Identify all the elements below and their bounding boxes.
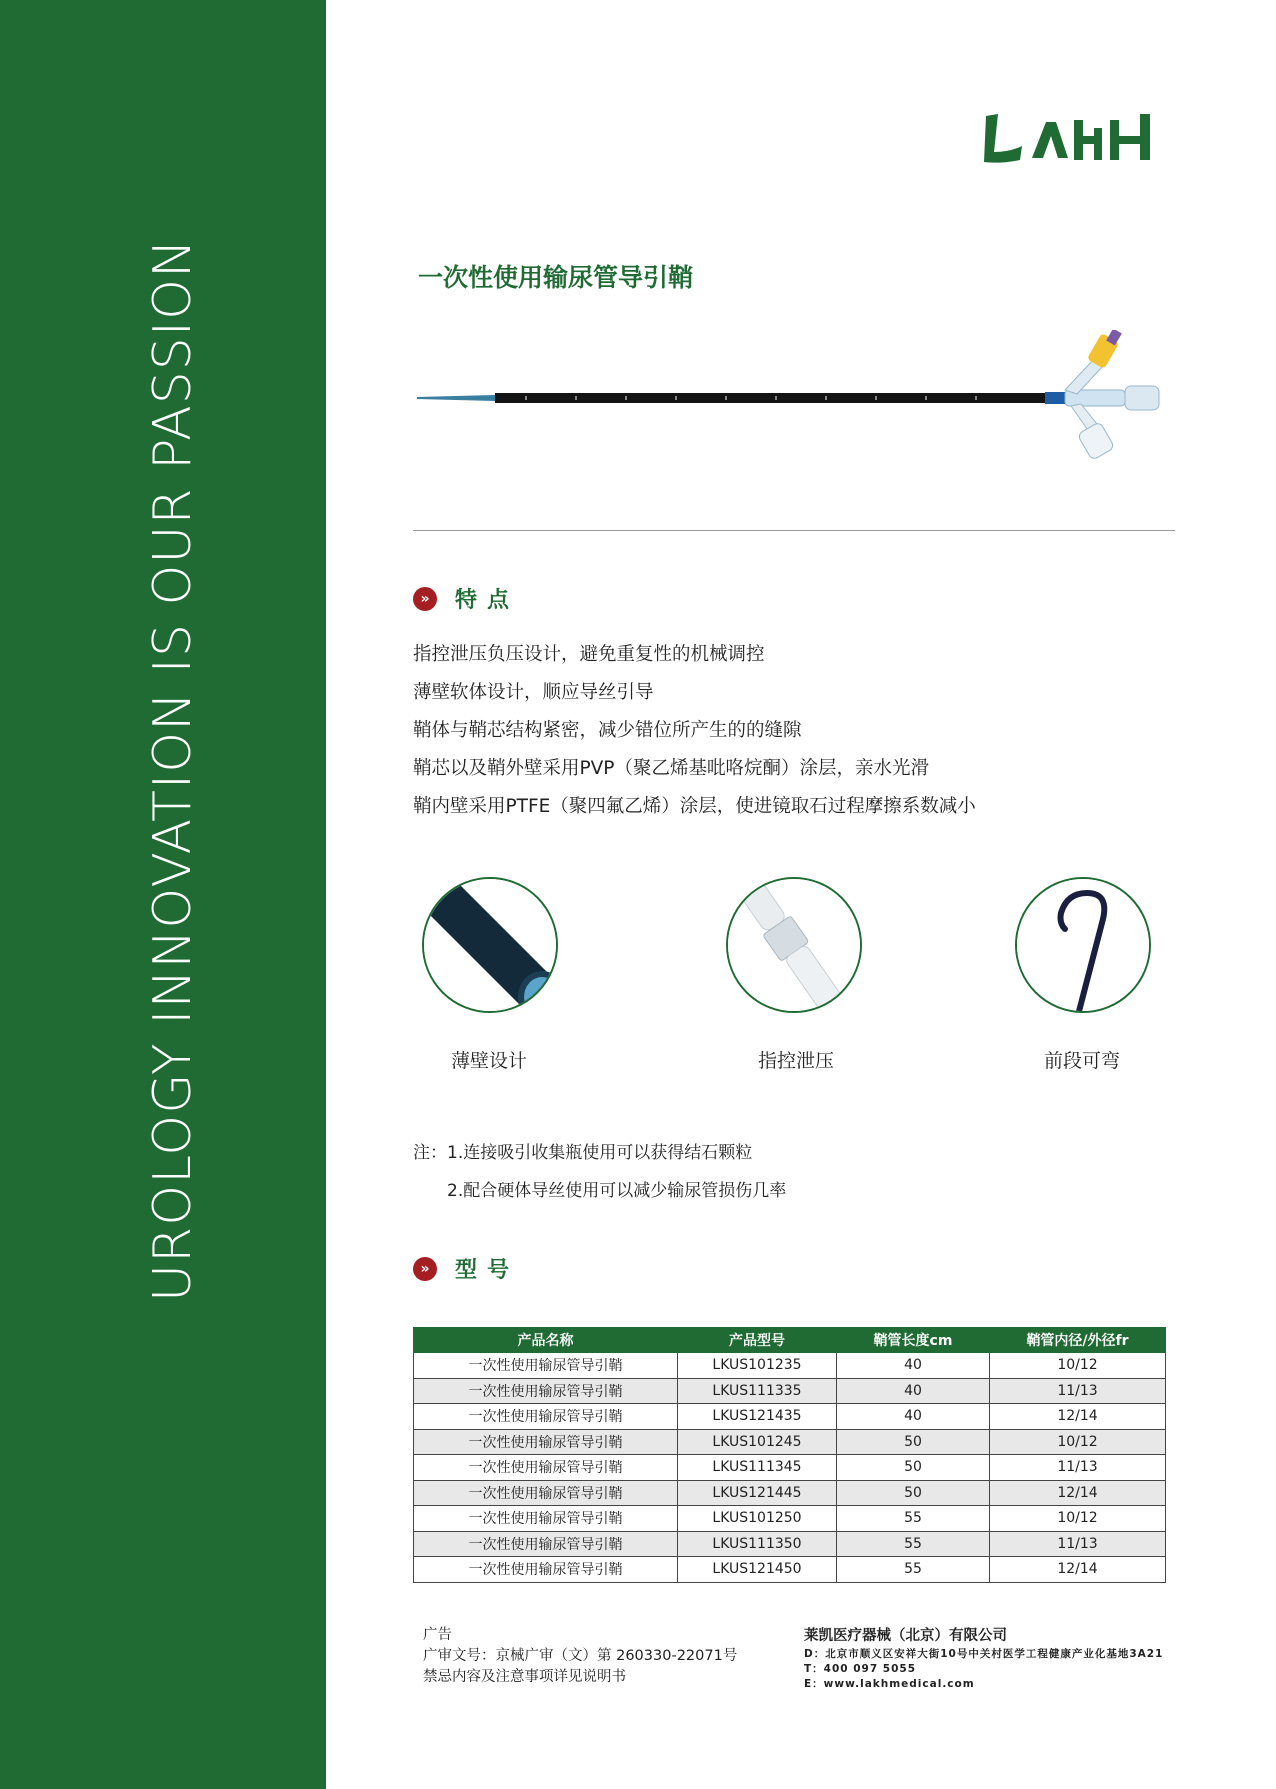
thin-wall-image [422, 877, 558, 1013]
company-info [804, 1625, 1163, 1692]
table-row [414, 1455, 1166, 1481]
sidebar-band [0, 0, 326, 1789]
table-cell: LKUS101245 [678, 1429, 837, 1455]
note-line-1 [413, 1138, 752, 1163]
column-header: 产品名称 [414, 1328, 678, 1353]
highlight-label: 前段可弯 [1043, 1050, 1120, 1072]
note-line-2: 2.配合硬体导丝使用可以减少输尿管损伤几率 [447, 1181, 787, 1201]
note-text: 1.连接吸引收集瓶使用可以获得结石颗粒 [447, 1143, 753, 1163]
company-website: E：www.lakhmedical.com [804, 1678, 975, 1690]
table-cell: 50 [837, 1480, 990, 1506]
table-cell: 一次性使用输尿管导引鞘 [414, 1404, 678, 1430]
table-cell: 50 [837, 1455, 990, 1481]
table-cell: LKUS101235 [678, 1353, 837, 1379]
models-heading [413, 1253, 519, 1284]
table-cell: 40 [837, 1353, 990, 1379]
table-cell: 一次性使用输尿管导引鞘 [414, 1429, 678, 1455]
features-heading [413, 583, 519, 614]
models-title: 型号 [455, 1258, 520, 1283]
table-cell: 55 [837, 1557, 990, 1583]
table-cell: 11/13 [990, 1378, 1166, 1404]
table-cell: 一次性使用输尿管导引鞘 [414, 1557, 678, 1583]
table-row [414, 1404, 1166, 1430]
product-title: 一次性使用输尿管导引鞘 [418, 263, 694, 292]
brand-logo [980, 108, 1160, 168]
table-row [414, 1531, 1166, 1557]
ad-approval-number: 广审文号：京械广审（文）第 260330-22071号 [423, 1648, 738, 1664]
highlight-label: 薄壁设计 [450, 1050, 527, 1072]
table-cell: 55 [837, 1506, 990, 1532]
table-cell: 一次性使用输尿管导引鞘 [414, 1506, 678, 1532]
table-cell: LKUS111345 [678, 1455, 837, 1481]
table-cell: LKUS101250 [678, 1506, 837, 1532]
table-cell: 10/12 [990, 1506, 1166, 1532]
table-cell: 10/12 [990, 1353, 1166, 1379]
feature-item: 鞘内壁采用PTFE（聚四氟乙烯）涂层，使进镜取石过程摩擦系数减小 [413, 796, 976, 817]
column-header: 鞘管长度cm [837, 1328, 990, 1353]
finger-vent-image [726, 877, 862, 1013]
feature-item: 薄壁软体设计，顺应导丝引导 [413, 682, 654, 703]
models-table [413, 1327, 1166, 1583]
ad-info [423, 1625, 737, 1688]
table-cell: 一次性使用输尿管导引鞘 [414, 1455, 678, 1481]
feature-item: 指控泄压负压设计，避免重复性的机械调控 [413, 644, 765, 665]
note-prefix: 注： [413, 1143, 447, 1163]
table-cell: 10/12 [990, 1429, 1166, 1455]
double-chevron-icon: » [413, 587, 437, 611]
table-cell: 一次性使用输尿管导引鞘 [414, 1531, 678, 1557]
company-address: D：北京市顺义区安祥大街10号中关村医学工程健康产业化基地3A21 [804, 1648, 1164, 1660]
table-row [414, 1353, 1166, 1379]
feature-item: 鞘芯以及鞘外壁采用PVP（聚乙烯基吡咯烷酮）涂层，亲水光滑 [413, 758, 929, 779]
feature-item: 鞘体与鞘芯结构紧密，减少错位所产生的的缝隙 [413, 720, 802, 741]
table-cell: 11/13 [990, 1531, 1166, 1557]
sidebar-slogan: UROLOGY INNOVATION IS OUR PASSION [143, 238, 203, 1302]
features-title: 特点 [455, 588, 520, 613]
table-cell: 40 [837, 1404, 990, 1430]
table-row [414, 1378, 1166, 1404]
double-chevron-icon: » [413, 1257, 437, 1281]
column-header: 鞘管内径/外径fr [990, 1328, 1166, 1353]
table-row [414, 1506, 1166, 1532]
table-header-row [414, 1328, 1166, 1353]
company-name: 莱凯医疗器械（北京）有限公司 [804, 1628, 1007, 1644]
table-cell: LKUS121435 [678, 1404, 837, 1430]
table-cell: 12/14 [990, 1404, 1166, 1430]
table-row [414, 1557, 1166, 1583]
table-cell: LKUS121445 [678, 1480, 837, 1506]
highlight-label: 指控泄压 [757, 1050, 834, 1072]
product-sheath-image [405, 330, 1185, 465]
table-cell: 一次性使用输尿管导引鞘 [414, 1480, 678, 1506]
table-cell: LKUS121450 [678, 1557, 837, 1583]
table-cell: 一次性使用输尿管导引鞘 [414, 1378, 678, 1404]
table-cell: 50 [837, 1429, 990, 1455]
features-list [413, 640, 976, 830]
table-row [414, 1480, 1166, 1506]
column-header: 产品型号 [678, 1328, 837, 1353]
ad-notice: 禁忌内容及注意事项详见说明书 [423, 1669, 626, 1685]
table-cell: 12/14 [990, 1557, 1166, 1583]
company-phone: T：400 097 5055 [804, 1663, 917, 1675]
table-row [414, 1429, 1166, 1455]
table-cell: 11/13 [990, 1455, 1166, 1481]
table-cell: 12/14 [990, 1480, 1166, 1506]
table-cell: LKUS111350 [678, 1531, 837, 1557]
table-cell: LKUS111335 [678, 1378, 837, 1404]
ad-label: 广告 [423, 1627, 452, 1643]
bendable-tip-image [1015, 877, 1151, 1013]
table-cell: 55 [837, 1531, 990, 1557]
table-cell: 一次性使用输尿管导引鞘 [414, 1353, 678, 1379]
section-divider [413, 530, 1175, 531]
table-cell: 40 [837, 1378, 990, 1404]
